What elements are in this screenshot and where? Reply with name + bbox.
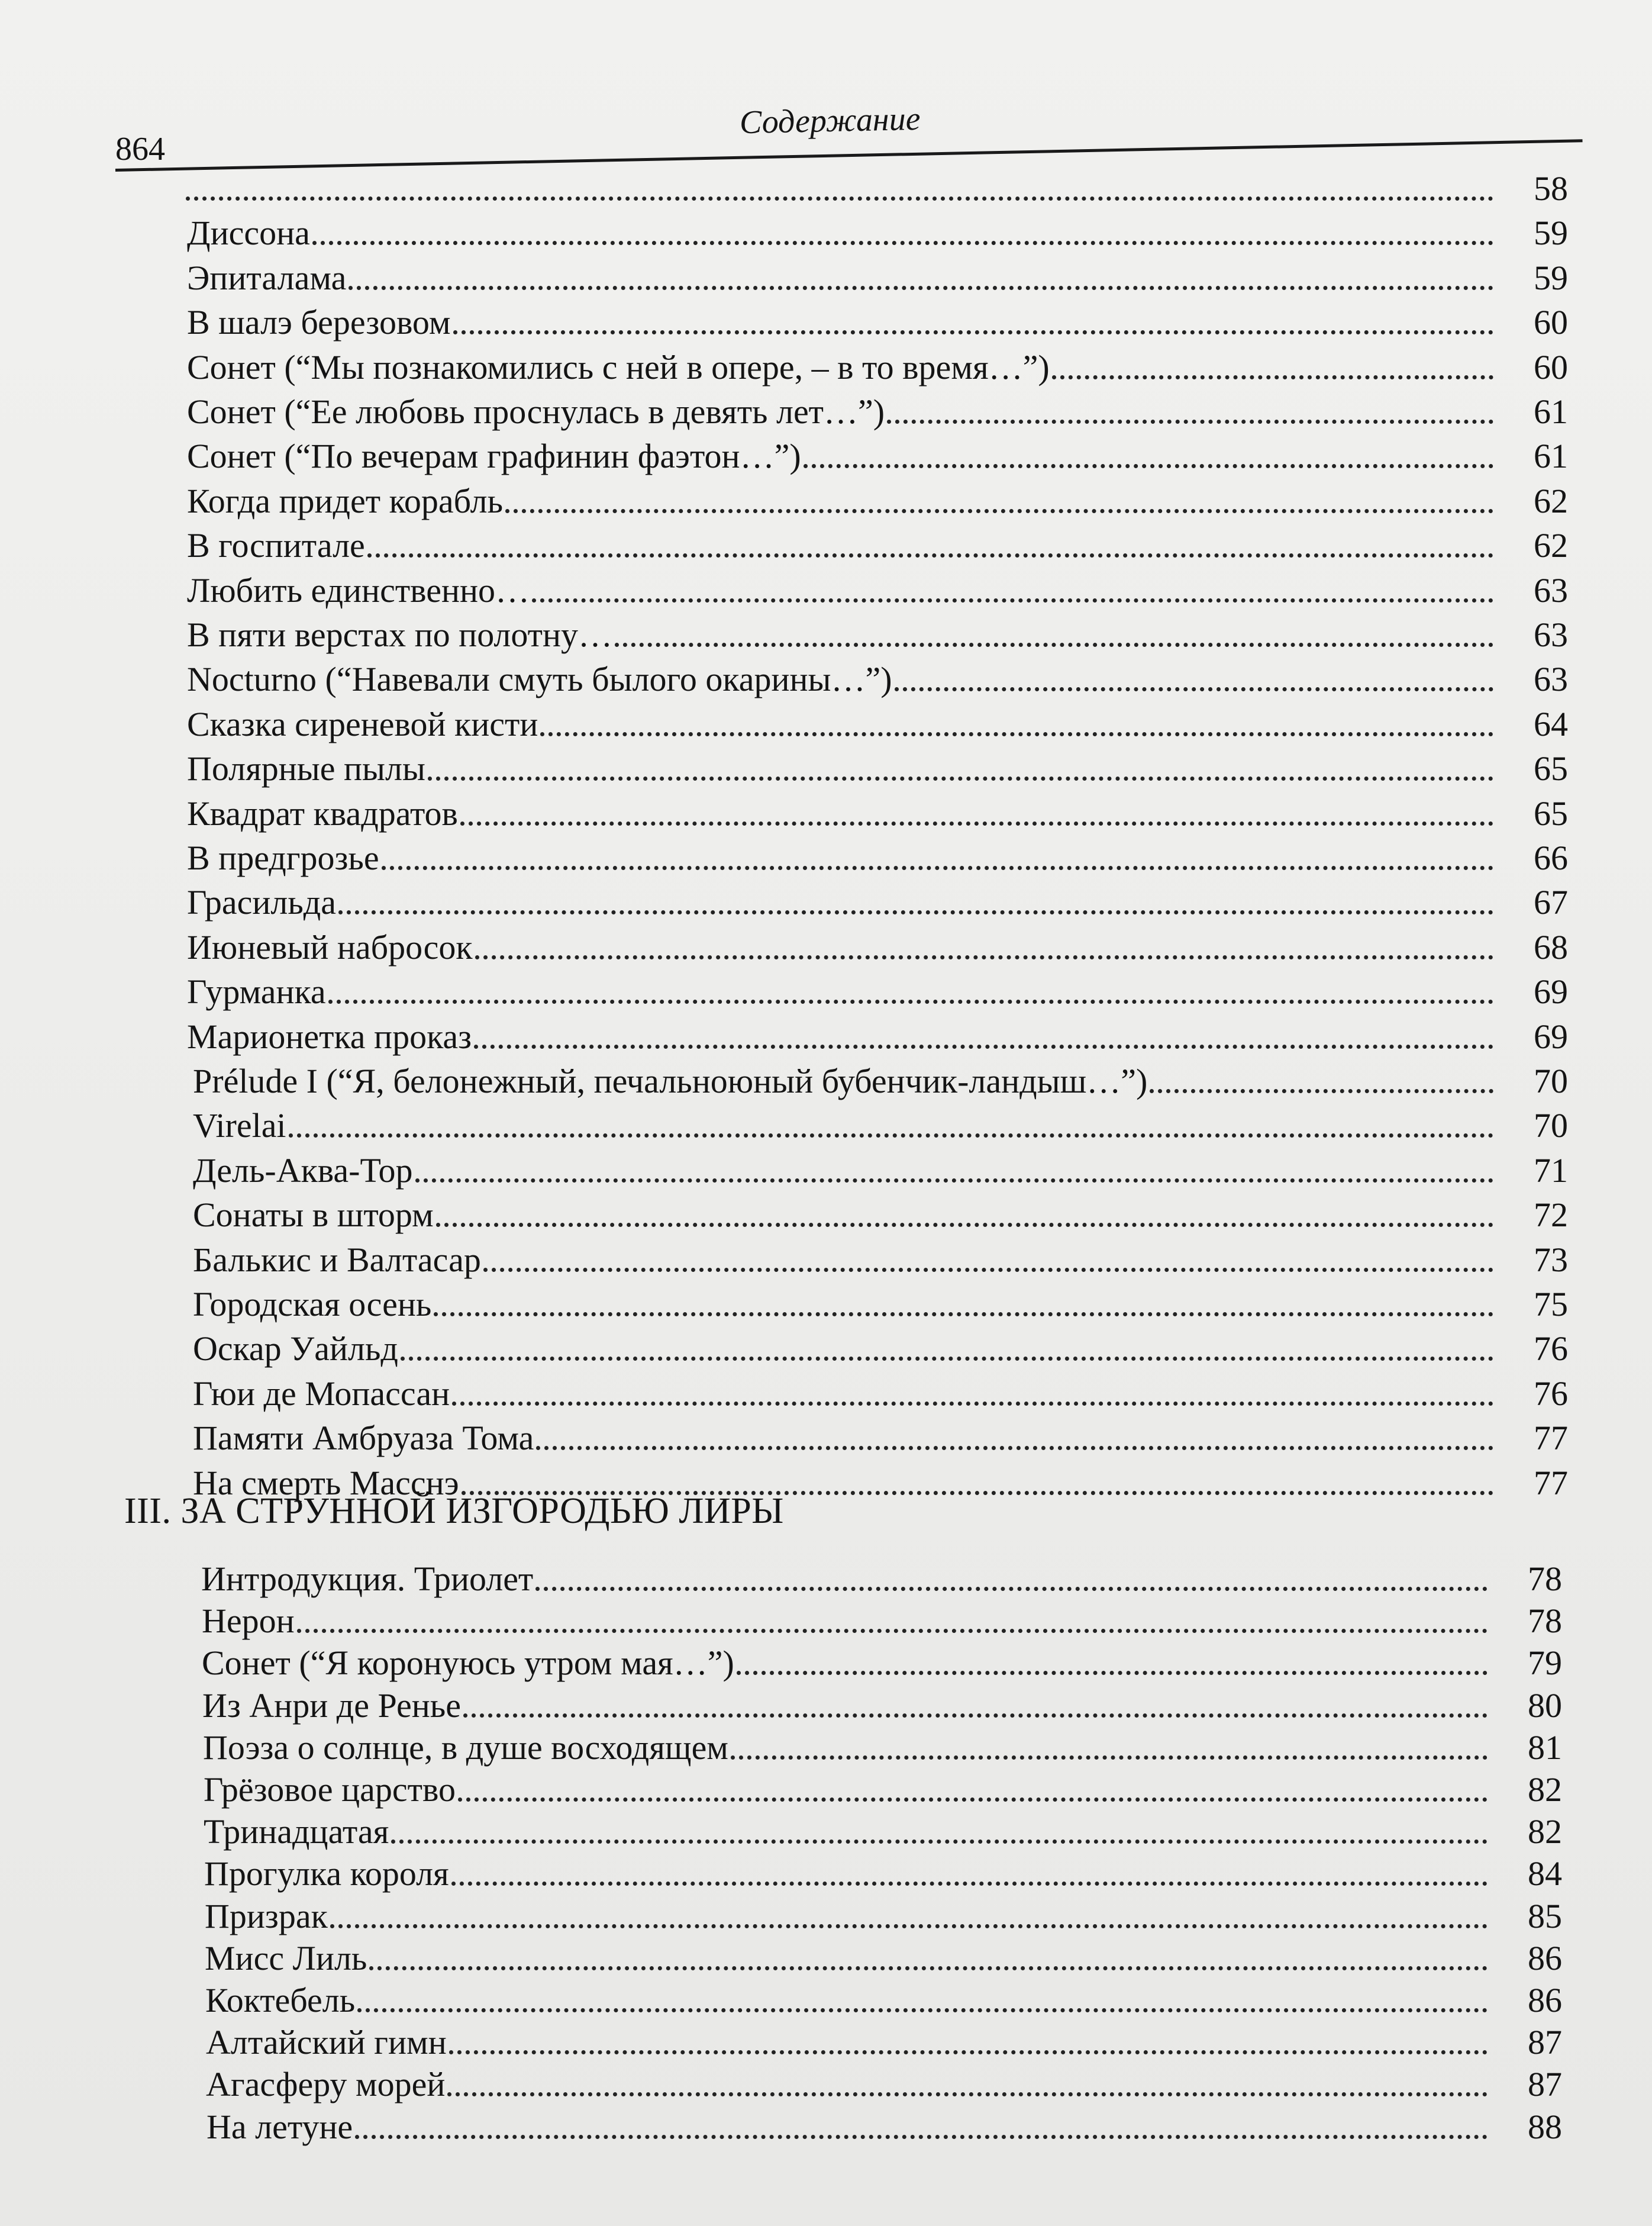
entry-title: Сонет (“Я коронуюсь утром мая…”)	[202, 1644, 734, 1683]
entry-page: 75	[1534, 1285, 1568, 1323]
dot-leader	[804, 464, 1493, 468]
dot-leader	[349, 286, 1493, 290]
dot-leader	[536, 1446, 1493, 1450]
dot-leader	[1150, 1089, 1493, 1093]
entry-page: 68	[1534, 927, 1568, 967]
entry-title: На летуне	[206, 2107, 353, 2146]
entry-title: Любить единственно…	[187, 571, 530, 610]
dot-leader	[453, 330, 1493, 334]
dot-leader	[367, 553, 1493, 558]
entry-title: Гюи де Мопассан	[193, 1374, 450, 1413]
toc-entry	[204, 1853, 1562, 1895]
entry-title: Памяти Амбруаза Тома	[193, 1419, 534, 1458]
entry-page: 82	[1528, 1812, 1562, 1851]
toc-entry	[187, 926, 1568, 969]
entry-page: 59	[1534, 214, 1568, 253]
entry-title: В госпитале	[187, 526, 365, 565]
entry-title: Квадрат квадратов	[187, 794, 458, 833]
toc-entry	[202, 1600, 1562, 1642]
entry-title: Тринадцатая	[204, 1812, 389, 1851]
dot-leader	[369, 1966, 1488, 1970]
toc-entry	[187, 793, 1568, 835]
entry-title: Интродукция. Триолет	[201, 1560, 534, 1598]
dot-leader	[415, 1178, 1493, 1183]
dot-leader	[447, 2092, 1488, 2096]
dot-leader	[737, 1671, 1488, 1675]
dot-leader	[338, 910, 1493, 914]
entry-title: Virelai	[193, 1106, 286, 1145]
dot-leader	[483, 1268, 1493, 1272]
toc-entry	[193, 1373, 1568, 1415]
toc-entry	[187, 346, 1568, 389]
entry-page: 59	[1534, 258, 1568, 297]
entry-page: 86	[1528, 1938, 1562, 1977]
entry-page: 63	[1534, 571, 1568, 610]
entry-page: 71	[1534, 1151, 1568, 1190]
entry-title: Агасферу морей	[206, 2065, 446, 2104]
toc-entry	[193, 1283, 1568, 1326]
entry-title: В предгрозье	[187, 839, 379, 877]
entry-page: 66	[1534, 839, 1568, 877]
toc-entry	[201, 1558, 1562, 1600]
entry-page: 67	[1534, 883, 1568, 922]
toc-entry	[187, 1016, 1568, 1058]
entry-title: Городская осень	[193, 1285, 432, 1323]
dot-leader	[731, 1755, 1488, 1760]
dot-leader	[615, 643, 1493, 647]
toc-entry	[187, 301, 1568, 344]
entry-title: Диссона	[187, 214, 310, 253]
entry-title: Дель-Аква-Тор	[193, 1151, 413, 1190]
entry-page: 87	[1528, 2065, 1562, 2104]
entry-page: 65	[1534, 749, 1568, 788]
dot-leader	[452, 1402, 1493, 1406]
entry-title: Июневый набросок	[187, 927, 473, 967]
entry-page: 77	[1534, 1419, 1568, 1458]
entry-title: Prélude I (“Я, белонежный, печальноюный бубенчик-ландыш…”)	[193, 1062, 1148, 1100]
toc-entry	[187, 391, 1568, 433]
dot-leader	[474, 1045, 1493, 1049]
dot-leader	[887, 420, 1493, 424]
entry-title: В пяти верстах по полотну…	[187, 616, 612, 654]
toc-entry	[183, 167, 1568, 210]
entry-title: Марионетка проказ	[187, 1017, 472, 1056]
dot-leader	[186, 196, 1493, 201]
toc-entry	[204, 1768, 1562, 1811]
entry-page: 87	[1528, 2023, 1562, 2062]
dot-leader	[428, 777, 1493, 781]
entry-page: 73	[1534, 1240, 1568, 1279]
toc-entry	[193, 1194, 1568, 1236]
entry-page: 81	[1528, 1728, 1562, 1767]
entry-page: 70	[1534, 1106, 1568, 1145]
dot-leader	[434, 1312, 1493, 1316]
entry-title: Коктебель	[205, 1981, 356, 2019]
dot-leader	[436, 1223, 1493, 1227]
entry-page: 82	[1528, 1770, 1562, 1809]
toc-entry	[204, 1811, 1562, 1853]
entry-title: Мисс Лиль	[205, 1938, 367, 1977]
dot-leader	[532, 598, 1493, 603]
toc-entry	[205, 1937, 1562, 1980]
toc-entry	[202, 1642, 1562, 1684]
toc-entry	[187, 524, 1568, 567]
entry-title: Сонаты в шторм	[193, 1196, 434, 1235]
running-title: Содержание	[739, 100, 921, 141]
entry-title: Поэза о солнце, в душе восходящем	[203, 1728, 729, 1767]
header-rule	[115, 139, 1583, 172]
dot-leader	[357, 2008, 1488, 2012]
entry-title: Сказка сиреневой кисти	[187, 704, 538, 743]
page-number: 864	[115, 131, 165, 167]
toc-entry	[187, 569, 1568, 612]
dot-leader	[328, 1000, 1493, 1004]
entry-page: 63	[1534, 616, 1568, 654]
entry-title: Когда придет корабль	[187, 481, 504, 520]
toc-entry	[206, 2021, 1562, 2064]
dot-leader	[391, 1840, 1488, 1844]
dot-leader	[475, 955, 1493, 959]
entry-page: 78	[1528, 1602, 1562, 1641]
entry-page: 65	[1534, 794, 1568, 833]
toc-entry	[187, 703, 1568, 746]
toc-entry	[187, 658, 1568, 701]
entry-title: Грасильда	[187, 883, 337, 922]
dot-leader	[540, 732, 1493, 736]
toc-entry	[187, 881, 1568, 924]
entry-page: 84	[1528, 1854, 1562, 1893]
dot-leader	[1052, 375, 1493, 379]
entry-page: 79	[1528, 1644, 1562, 1683]
dot-leader	[297, 1629, 1488, 1633]
entry-page: 72	[1534, 1196, 1568, 1235]
entry-title: Nocturno (“Навевали смуть былого окарины…”)	[187, 660, 892, 699]
dot-leader	[449, 2050, 1488, 2054]
entry-page: 86	[1528, 1981, 1562, 2019]
toc-entry	[206, 2063, 1562, 2106]
toc-entry	[202, 1684, 1562, 1727]
toc-entry	[187, 614, 1568, 656]
entry-title: Балькис и Валтасар	[193, 1240, 481, 1279]
entry-page: 78	[1528, 1560, 1562, 1598]
toc-entry	[205, 1979, 1562, 2022]
entry-page: 61	[1534, 437, 1568, 476]
entry-page: 70	[1534, 1062, 1568, 1100]
entry-title: Сонет (“Мы познакомились с ней в опере, – в то время…”)	[187, 347, 1050, 386]
toc-entry	[193, 1104, 1568, 1147]
entry-title: Нерон	[202, 1602, 295, 1641]
entry-title: На смерть Масснэ	[193, 1463, 459, 1502]
entry-page: 77	[1534, 1463, 1568, 1502]
toc-entry	[203, 1726, 1562, 1769]
toc-entry	[193, 1417, 1568, 1460]
toc-entry	[187, 435, 1568, 478]
entry-page: 63	[1534, 660, 1568, 699]
entry-title: Грёзовое царство	[204, 1770, 456, 1809]
dot-leader	[463, 1713, 1488, 1718]
toc-entry	[187, 837, 1568, 880]
entry-page: 85	[1528, 1896, 1562, 1935]
dot-leader	[312, 241, 1493, 245]
entry-title: Из Анри де Ренье	[202, 1686, 461, 1725]
entry-page: 69	[1534, 1017, 1568, 1056]
entry-title: Эпиталама	[187, 258, 347, 297]
dot-leader	[355, 2135, 1488, 2139]
entry-title: Сонет (“Ее любовь проснулась в девять лет…”)	[187, 392, 885, 431]
entry-page: 88	[1528, 2107, 1562, 2146]
toc-entry	[187, 480, 1568, 523]
dot-leader	[289, 1133, 1493, 1138]
entry-page: 60	[1534, 303, 1568, 342]
entry-page: 62	[1534, 481, 1568, 520]
entry-title: Прогулка короля	[204, 1854, 449, 1893]
dot-leader	[401, 1357, 1493, 1361]
entry-title: Полярные пылы	[187, 749, 425, 788]
toc-entry	[193, 1239, 1568, 1281]
entry-title: Оскар Уайльд	[193, 1329, 398, 1368]
section-heading: III. ЗА СТРУННОЙ ИЗГОРОДЬЮ ЛИРЫ	[124, 1491, 784, 1531]
entry-page: 62	[1534, 526, 1568, 565]
dot-leader	[505, 509, 1493, 513]
toc-entry	[193, 1328, 1568, 1370]
toc-entry	[187, 748, 1568, 790]
entry-page: 69	[1534, 972, 1568, 1011]
entry-page: 76	[1534, 1374, 1568, 1413]
toc-entry	[206, 2106, 1562, 2148]
toc-entry	[193, 1149, 1568, 1192]
dot-leader	[330, 1924, 1488, 1928]
toc-entry	[193, 1060, 1568, 1103]
entry-title: Гурманка	[187, 972, 326, 1011]
dot-leader	[895, 687, 1493, 691]
entry-title: Алтайский гимн	[206, 2023, 447, 2062]
toc-entry	[187, 212, 1568, 255]
entry-page: 64	[1534, 704, 1568, 743]
entry-page: 60	[1534, 347, 1568, 386]
entry-page: 76	[1534, 1329, 1568, 1368]
toc-entry	[187, 971, 1568, 1013]
toc-entry	[205, 1895, 1562, 1938]
entry-title: Призрак	[205, 1896, 328, 1935]
entry-page: 58	[1534, 169, 1568, 208]
entry-page: 80	[1528, 1686, 1562, 1725]
dot-leader	[451, 1882, 1488, 1886]
dot-leader	[535, 1587, 1488, 1591]
dot-leader	[460, 822, 1493, 826]
entry-page: 61	[1534, 392, 1568, 431]
entry-title: Сонет (“По вечерам графинин фаэтон…”)	[187, 437, 801, 476]
dot-leader	[458, 1797, 1488, 1802]
toc-entry	[187, 257, 1568, 299]
dot-leader	[382, 866, 1493, 870]
entry-title: В шалэ березовом	[187, 303, 451, 342]
